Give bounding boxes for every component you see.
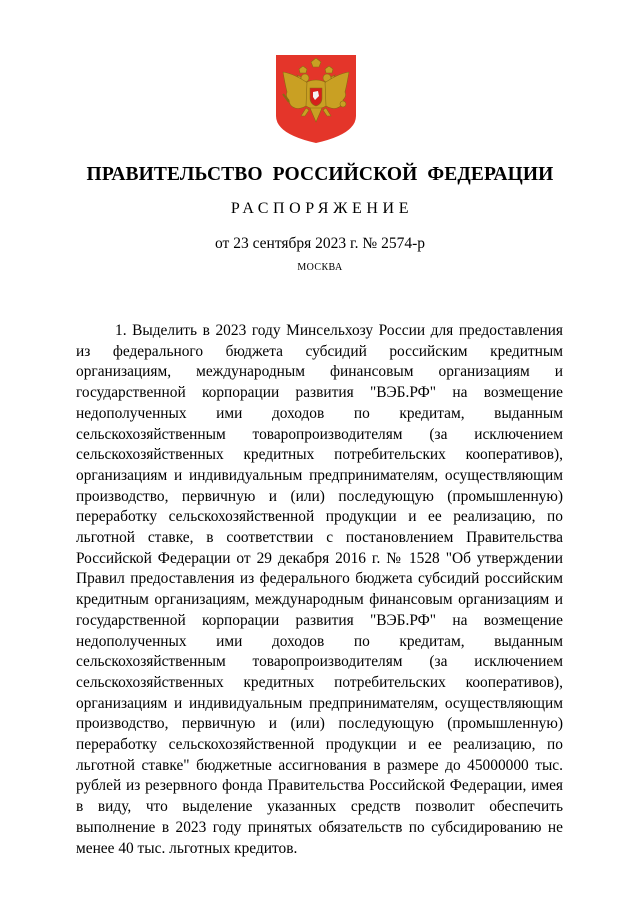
government-title: ПРАВИТЕЛЬСТВО РОССИЙСКОЙ ФЕДЕРАЦИИ	[86, 164, 554, 185]
order-paragraph-1: 1. Выделить в 2023 году Минсельхозу России для предоставления из федерального бюджета субсидий российским кредитным организациям, международным финансовым организациям и государственной корпорации развития "ВЭБ.РФ" на возмещение недополученных ими доходов по кредитам, выданным сельскохозяйственным товаропроизводителям (за исключением сельскохозяйственных кредитных потребительских кооперативов), организациям и индивидуальным предпринимателям, осуществляющим производство, первичную и (или) последующую (промышленную) переработку сельскохозяйственной продукции и ее реализацию, по льготной ставке, в соответствии с постановлением Правительства Российской Федерации от 29 декабря 2016 г. № 1528 "Об утверждении Правил предоставления из федерального бюджета субсидий российским кредитным организациям, международным финансовым организациям и государственной корпорации развития "ВЭБ.РФ" на возмещение недополученных ими доходов по кредитам, выданным сельскохозяйственным товаропроизводителям (за исключением сельскохозяйственных кредитных потребительских кооперативов), организациям и индивидуальным предпринимателям, осуществляющим производство, первичную и (или) последующую (промышленную) переработку сельскохозяйственной продукции и ее реализацию, по льготной ставке" бюджетные ассигнования в размере до 45000000 тыс. рублей из резервного фонда Правительства Российской Федерации, имея в виду, что выделение указанных средств позволит обеспечить выполнение в 2023 году принятых обязательств по субсидированию не менее 40 тыс. льготных кредитов.	[76, 322, 563, 857]
document-date-number: от 23 сентября 2023 г. № 2574-р	[215, 235, 425, 252]
russian-coat-of-arms-icon	[275, 54, 357, 144]
document-city: МОСКВА	[297, 262, 343, 273]
document-type: РАСПОРЯЖЕНИЕ	[230, 200, 414, 217]
